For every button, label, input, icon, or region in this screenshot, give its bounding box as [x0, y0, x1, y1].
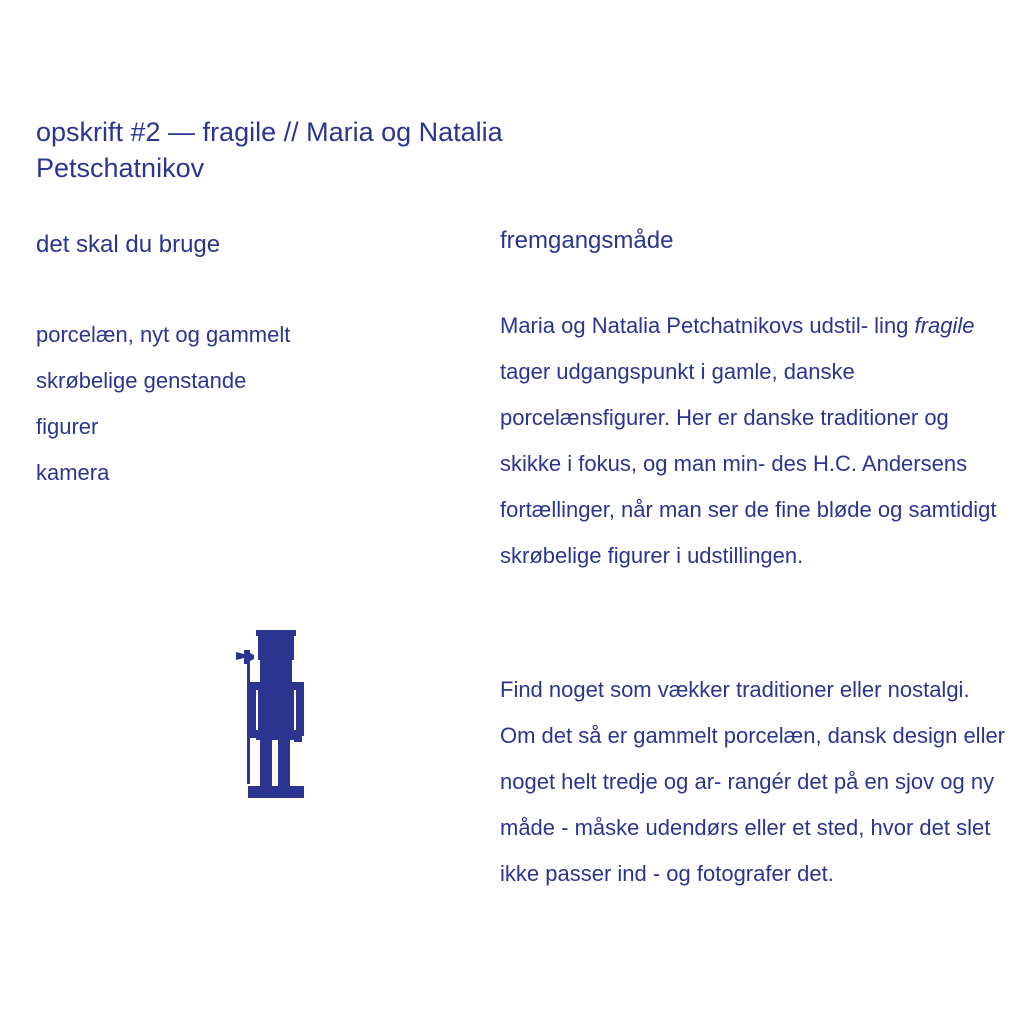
ingredient-item: figurer	[36, 414, 99, 439]
method-text: Maria og Natalia Petchatnikovs udstil- ling	[500, 313, 915, 338]
nutcracker-icon	[232, 630, 308, 798]
ingredient-item: skrøbelige genstande	[36, 368, 247, 393]
exhibition-title: fragile	[914, 313, 975, 338]
method-text: tager udgangspunkt i gamle, danske porcelænsfigurer. Her er danske traditioner og skikke i fokus, og man min- des H.C. Andersens fortællinger, når man ser de fine bløde og samtidigt skrøbelige figurer i udstillingen.	[500, 359, 997, 568]
ingredient-item: kamera	[36, 460, 110, 485]
method-heading: fremgangsmåde	[500, 227, 674, 254]
page-title: opskrift #2 — fragile // Maria og Natalia Petschatnikov	[36, 117, 503, 183]
ingredients-list	[36, 312, 290, 496]
method-paragraph-2: Find noget som vækker traditioner eller nostalgi. Om det så er gammelt porcelæn, dansk design eller noget helt tredje og ar- rangér det på en sjov og ny måde - måske udendørs eller et sted, hvor det slet ikke passer ind - og fotografer det.	[500, 677, 1006, 886]
method-paragraph-1	[500, 303, 1010, 579]
ingredient-item: porcelæn, nyt og gammelt	[36, 322, 291, 347]
ingredients-heading: det skal du bruge	[36, 231, 221, 258]
